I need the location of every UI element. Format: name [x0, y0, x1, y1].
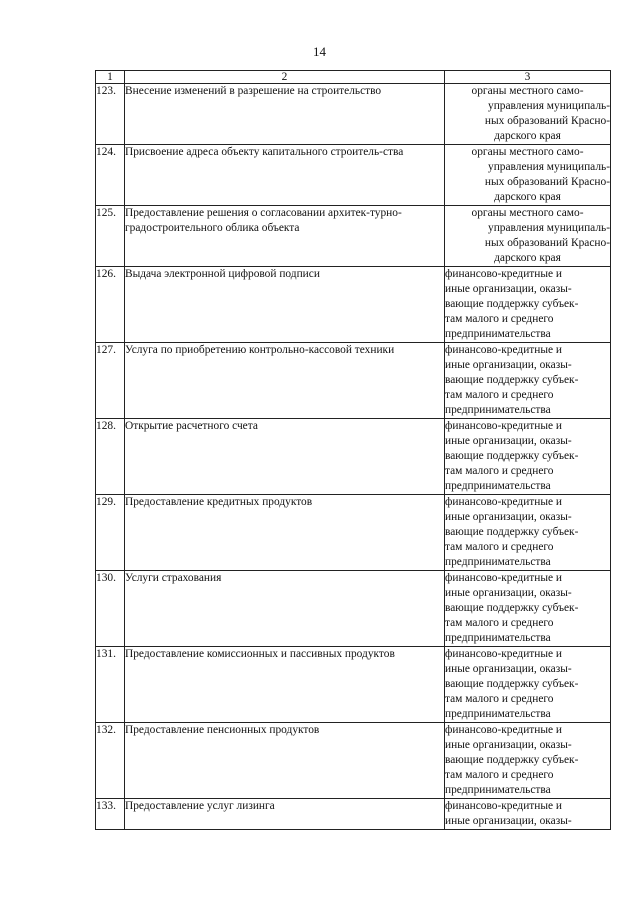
service-name: Услуга по приобретению контрольно-кассовой техники	[125, 343, 445, 419]
row-number: 131.	[96, 647, 125, 723]
header-col-1: 1	[96, 71, 125, 84]
table-row	[96, 145, 611, 206]
organization-line: органы местного само-	[471, 85, 584, 97]
header-col-2: 2	[125, 71, 445, 84]
organization-line: там малого и среднего	[445, 313, 554, 325]
organization-line: управления муниципаль-	[488, 222, 610, 234]
organization-line: иные организации, оказы-	[445, 283, 572, 295]
organization-line: финансово-кредитные и	[445, 800, 563, 812]
organization-line: дарского края	[494, 130, 561, 142]
table-row	[96, 419, 611, 495]
responsible-organization	[445, 647, 611, 723]
responsible-organization	[445, 206, 611, 267]
row-number: 133.	[96, 799, 125, 830]
responsible-organization	[445, 343, 611, 419]
row-number: 132.	[96, 723, 125, 799]
organization-line: предпринимательства	[445, 632, 551, 644]
organization-line: там малого и среднего	[445, 389, 554, 401]
organization-line: финансово-кредитные и	[445, 268, 563, 280]
organization-line: там малого и среднего	[445, 465, 554, 477]
service-name: Предоставление комиссионных и пассивных продуктов	[125, 647, 445, 723]
service-name: Внесение изменений в разрешение на строительство	[125, 84, 445, 145]
table-row	[96, 571, 611, 647]
organization-line: органы местного само-	[471, 146, 584, 158]
organization-line: предпринимательства	[445, 784, 551, 796]
organization-line: управления муниципаль-	[488, 100, 610, 112]
row-number: 126.	[96, 267, 125, 343]
service-name: Услуги страхования	[125, 571, 445, 647]
responsible-organization	[445, 571, 611, 647]
organization-line: иные организации, оказы-	[445, 359, 572, 371]
organization-line: иные организации, оказы-	[445, 739, 572, 751]
organization-line: иные организации, оказы-	[445, 587, 572, 599]
organization-line: вающие поддержку субъек-	[445, 754, 579, 766]
organization-line: предпринимательства	[445, 708, 551, 720]
service-name: Предоставление пенсионных продуктов	[125, 723, 445, 799]
organization-line: ных образований Красно-	[484, 176, 610, 188]
table-row	[96, 343, 611, 419]
organization-line: предпринимательства	[445, 480, 551, 492]
table-row	[96, 799, 611, 830]
responsible-organization	[445, 799, 611, 830]
organization-line: вающие поддержку субъек-	[445, 374, 579, 386]
organization-line: вающие поддержку субъек-	[445, 526, 579, 538]
organization-line: там малого и среднего	[445, 541, 554, 553]
organization-line: вающие поддержку субъек-	[445, 298, 579, 310]
organization-line: финансово-кредитные и	[445, 724, 563, 736]
organization-line: там малого и среднего	[445, 693, 554, 705]
page-number: 14	[313, 44, 326, 59]
organization-line: там малого и среднего	[445, 769, 554, 781]
organization-line: иные организации, оказы-	[445, 663, 572, 675]
organization-line: вающие поддержку субъек-	[445, 450, 579, 462]
responsible-organization	[445, 495, 611, 571]
row-number: 123.	[96, 84, 125, 145]
organization-line: органы местного само-	[471, 207, 584, 219]
service-name: Присвоение адреса объекту капитального строитель-ства	[125, 145, 445, 206]
table-row	[96, 495, 611, 571]
row-number: 125.	[96, 206, 125, 267]
table-row	[96, 647, 611, 723]
table-row	[96, 84, 611, 145]
header-col-3: 3	[445, 71, 611, 84]
service-name: Предоставление услуг лизинга	[125, 799, 445, 830]
organization-line: иные организации, оказы-	[445, 511, 572, 523]
organization-line: финансово-кредитные и	[445, 420, 563, 432]
organization-line: финансово-кредитные и	[445, 344, 563, 356]
service-name: Открытие расчетного счета	[125, 419, 445, 495]
responsible-organization	[445, 84, 611, 145]
row-number: 127.	[96, 343, 125, 419]
table-row	[96, 723, 611, 799]
row-number: 124.	[96, 145, 125, 206]
row-number: 129.	[96, 495, 125, 571]
row-number: 128.	[96, 419, 125, 495]
organization-line: предпринимательства	[445, 404, 551, 416]
organization-line: ных образований Красно-	[484, 115, 610, 127]
organization-line: дарского края	[494, 252, 561, 264]
service-name: Предоставление кредитных продуктов	[125, 495, 445, 571]
organization-line: ных образований Красно-	[484, 237, 610, 249]
organization-line: иные организации, оказы-	[445, 435, 572, 447]
responsible-organization	[445, 145, 611, 206]
organization-line: управления муниципаль-	[488, 161, 610, 173]
table-row	[96, 206, 611, 267]
organization-line: дарского края	[494, 191, 561, 203]
organization-line: финансово-кредитные и	[445, 648, 563, 660]
header-row	[96, 71, 611, 84]
table-row	[96, 267, 611, 343]
responsible-organization	[445, 419, 611, 495]
organization-line: финансово-кредитные и	[445, 572, 563, 584]
organization-line: вающие поддержку субъек-	[445, 602, 579, 614]
service-name: Предоставление решения о согласовании архитек-турно-градостроительного облика объекта	[125, 206, 445, 267]
organization-line: предпринимательства	[445, 556, 551, 568]
responsible-organization	[445, 723, 611, 799]
organization-line: финансово-кредитные и	[445, 496, 563, 508]
responsible-organization	[445, 267, 611, 343]
row-number: 130.	[96, 571, 125, 647]
organization-line: там малого и среднего	[445, 617, 554, 629]
service-name: Выдача электронной цифровой подписи	[125, 267, 445, 343]
services-table	[95, 70, 611, 830]
organization-line: вающие поддержку субъек-	[445, 678, 579, 690]
organization-line: иные организации, оказы-	[445, 815, 572, 827]
organization-line: предпринимательства	[445, 328, 551, 340]
